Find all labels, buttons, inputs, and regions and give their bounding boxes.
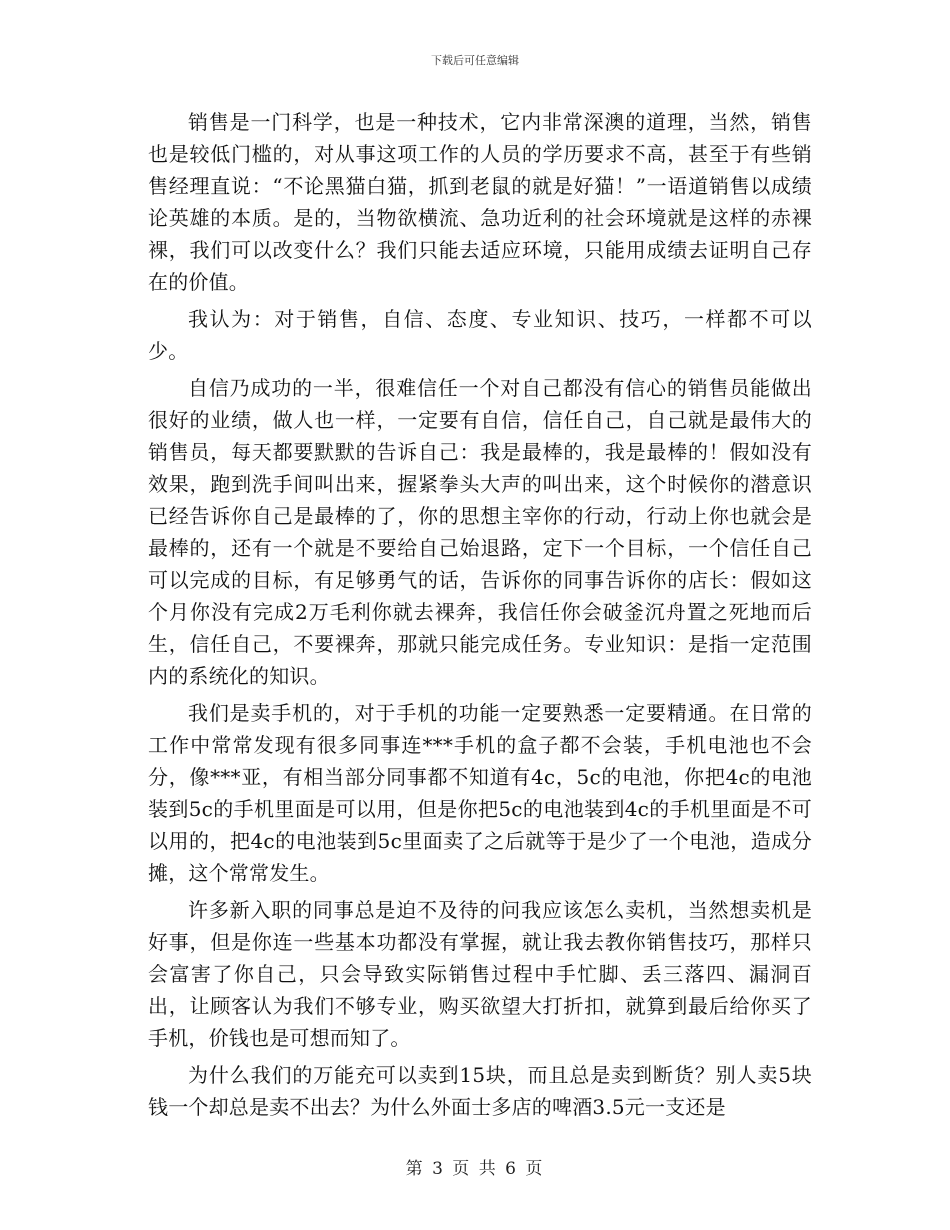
paragraph: 自信乃成功的一半，很难信任一个对自己都没有信心的销售员能做出很好的业绩，做人也一样，一定要有自信，信任自己，自己就是最伟大的销售员，每天都要默默的告诉自己：我是最棒的，我是最棒的！假如没有效果，跑到洗手间叫出来，握紧拳头大声的叫出来，这个时候你的潜意识已经告诉你自己是最棒的了，你的思想主宰你的行动，行动上你也就会是最棒的，还有一个就是不要给自己始退路，定下一个目标，一个信任自己可以完成的目标，有足够勇气的话，告诉你的同事告诉你的店长：假如这个月你没有完成2万毛利你就去裸奔，我信任你会破釜沉舟置之死地而后生，信任自己，不要裸奔，那就只能完成任务。专业知识：是指一定范围内的系统化的知识。 [148, 376, 812, 688]
page-number-footer: 第 3 页 共 6 页 [405, 1159, 545, 1179]
paragraph: 为什么我们的万能充可以卖到15块，而且总是卖到断货？别人卖5块钱一个却总是卖不出去？为什么外面士多店的啤酒3.5元一支还是 [148, 1063, 812, 1119]
page-header: 下载后可任意编辑 [431, 54, 519, 67]
paragraph: 我认为：对于销售，自信、态度、专业知识、技巧，一样都不可以少。 [148, 307, 812, 363]
paragraph: 销售是一门科学，也是一种技术，它内非常深澳的道理，当然，销售也是较低门槛的，对从事这项工作的人员的学历要求不高，甚至于有些销售经理直说：“不论黑猫白猫，抓到老鼠的就是好猫！”一语道销售以成绩论英雄的本质。是的，当物欲横流、急功近利的社会环境就是这样的赤裸裸，我们可以改变什么？我们只能去适应环境，只能用成绩去证明自己存在的价值。 [148, 110, 812, 294]
paragraph: 我们是卖手机的，对于手机的功能一定要熟悉一定要精通。在日常的工作中常常发现有很多同事连***手机的盒子都不会装，手机电池也不会分，像***亚，有相当部分同事都不知道有4c，5c的电池，你把4c的电池装到5c的手机里面是可以用，但是你把5c的电池装到4c的手机里面是不可以用的，把4c的电池装到5c里面卖了之后就等于是少了一个电池，造成分摊，这个常常发生。 [148, 701, 812, 885]
paragraph: 许多新入职的同事总是迫不及待的问我应该怎么卖机，当然想卖机是好事，但是你连一些基本功都没有掌握，就让我去教你销售技巧，那样只会富害了你自己，只会导致实际销售过程中手忙脚、丢三落四、漏洞百出，让顾客认为我们不够专业，购买欲望大打折扣，就算到最后给你买了手机，价钱也是可想而知了。 [148, 898, 812, 1050]
body-text [148, 106, 812, 1123]
